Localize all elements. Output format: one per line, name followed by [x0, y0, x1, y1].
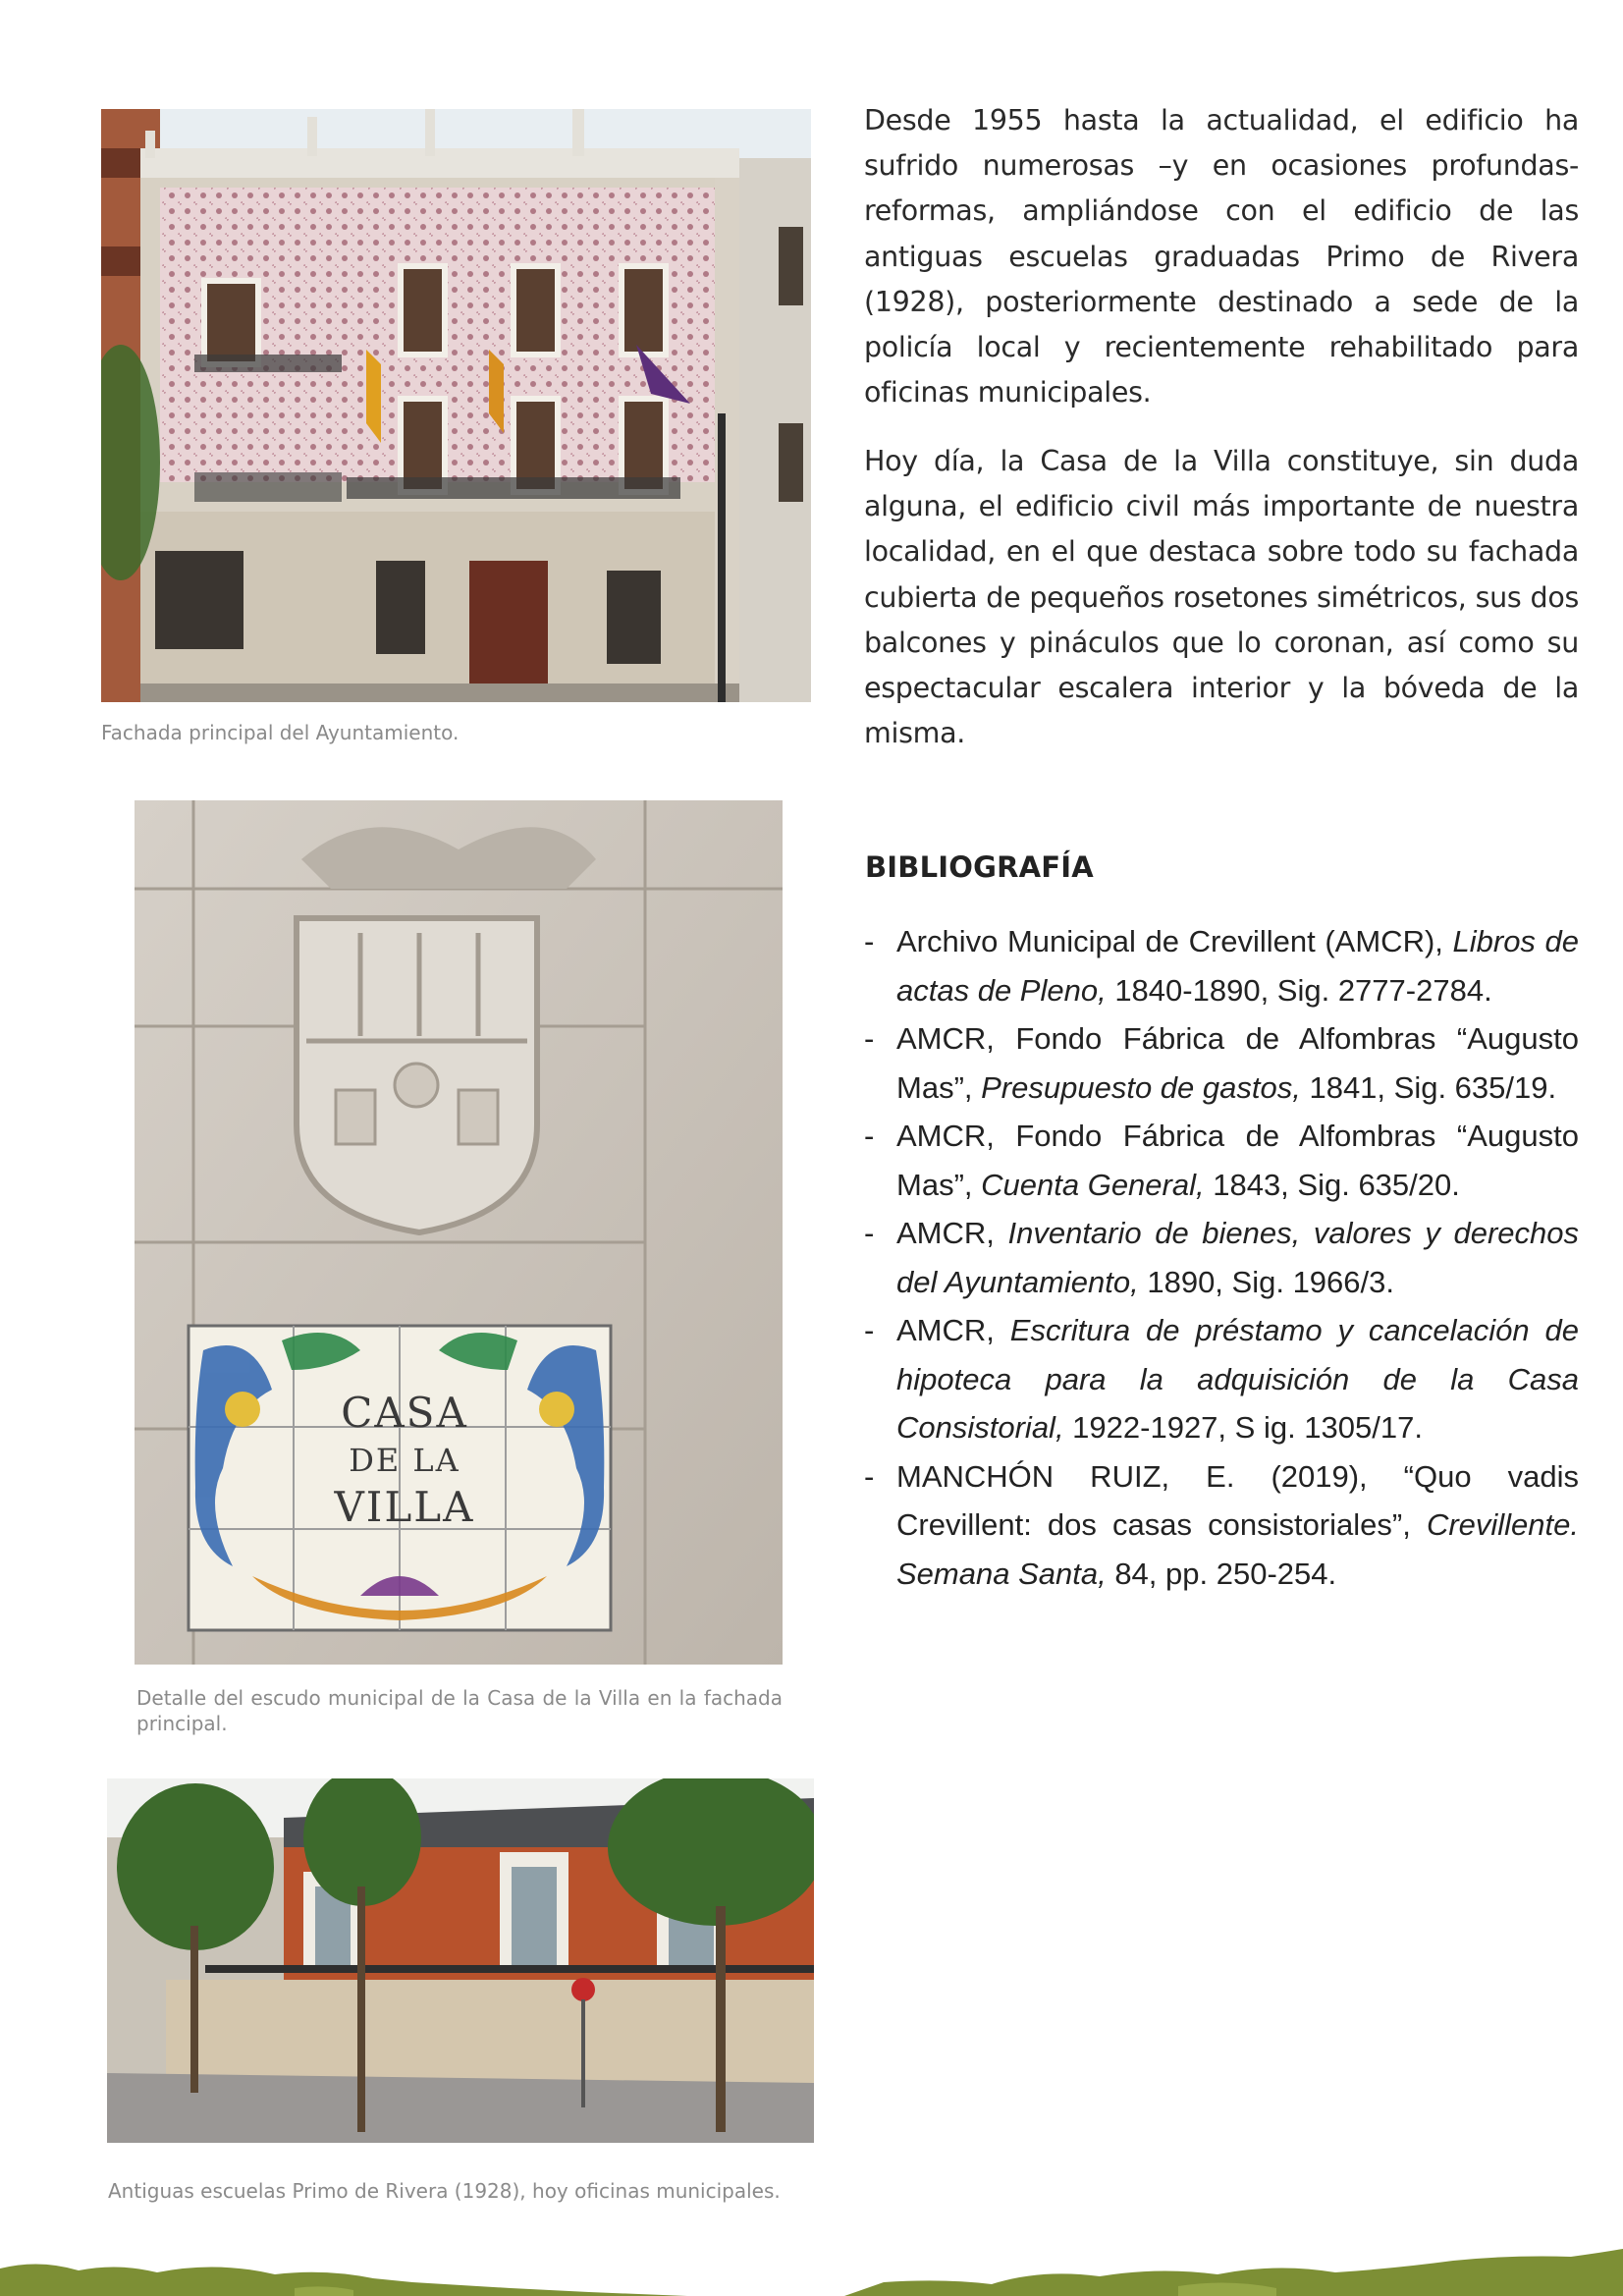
- bibliography-item: - MANCHÓN RUIZ, E. (2019), “Quo vadis Crevillent: dos casas consistoriales”, Crevillente. Semana Santa, 84, pp. 250-254.: [864, 1452, 1579, 1599]
- school-photo: [107, 1778, 814, 2143]
- bibliography-item: - AMCR, Fondo Fábrica de Alfombras “Augusto Mas”, Cuenta General, 1843, Sig. 635/20.: [864, 1112, 1579, 1209]
- footer-grass-band: [0, 2239, 1623, 2296]
- facade-caption: Fachada principal del Ayuntamiento.: [101, 721, 460, 744]
- paragraph-2: Hoy día, la Casa de la Villa constituye, sin duda alguna, el edificio civil más importante de nuestra localidad, en el que destaca sobre todo su fachada cubierta de pequeños rosetones simétricos, sus dos balcones y pináculos que lo coronan, así como su espectacular escalera interior y la bóveda de la misma.: [864, 445, 1579, 750]
- bibliography-item: - AMCR, Inventario de bienes, valores y derechos del Ayuntamiento, 1890, Sig. 1966/3.: [864, 1209, 1579, 1306]
- list-dash: -: [864, 1216, 875, 1250]
- shield-caption: Detalle del escudo municipal de la Casa de la Villa en la fachada principal.: [136, 1686, 783, 1735]
- tile-text-dela: DE LA: [349, 1442, 460, 1479]
- bibliography-item: - AMCR, Fondo Fábrica de Alfombras “Augusto Mas”, Presupuesto de gastos, 1841, Sig. 635/19.: [864, 1014, 1579, 1112]
- facade-photo: [101, 109, 811, 702]
- list-dash: -: [864, 924, 875, 958]
- tile-text-villa: VILLA: [334, 1483, 475, 1531]
- bibliography-item: - Archivo Municipal de Crevillent (AMCR), Libros de actas de Pleno, 1840-1890, Sig. 2777-2784.: [864, 917, 1579, 1014]
- list-dash: -: [864, 1119, 875, 1153]
- list-dash: -: [864, 1021, 875, 1056]
- bibliography-heading: BIBLIOGRAFÍA: [865, 850, 1094, 884]
- school-caption: Antiguas escuelas Primo de Rivera (1928), hoy oficinas municipales.: [108, 2179, 781, 2203]
- paragraph-1: Desde 1955 hasta la actualidad, el edificio ha sufrido numerosas –y en ocasiones profundas- reformas, ampliándose con el edificio de las antiguas escuelas graduadas Primo de Rivera (1928), posteriormente destinado a sede de la policía local y recientemente rehabilitado para oficinas municipales.: [864, 104, 1579, 410]
- bibliography-item: - AMCR, Escritura de préstamo y cancelación de hipoteca para la adquisición de la Casa Consistorial, 1922-1927, S ig. 1305/17.: [864, 1306, 1579, 1452]
- tile-text-casa: CASA: [341, 1389, 468, 1437]
- list-dash: -: [864, 1458, 875, 1494]
- bibliography-list: [864, 917, 1579, 1598]
- list-dash: -: [864, 1313, 875, 1347]
- tile-sign-text: [326, 1390, 483, 1531]
- shield-photo: [135, 800, 783, 1665]
